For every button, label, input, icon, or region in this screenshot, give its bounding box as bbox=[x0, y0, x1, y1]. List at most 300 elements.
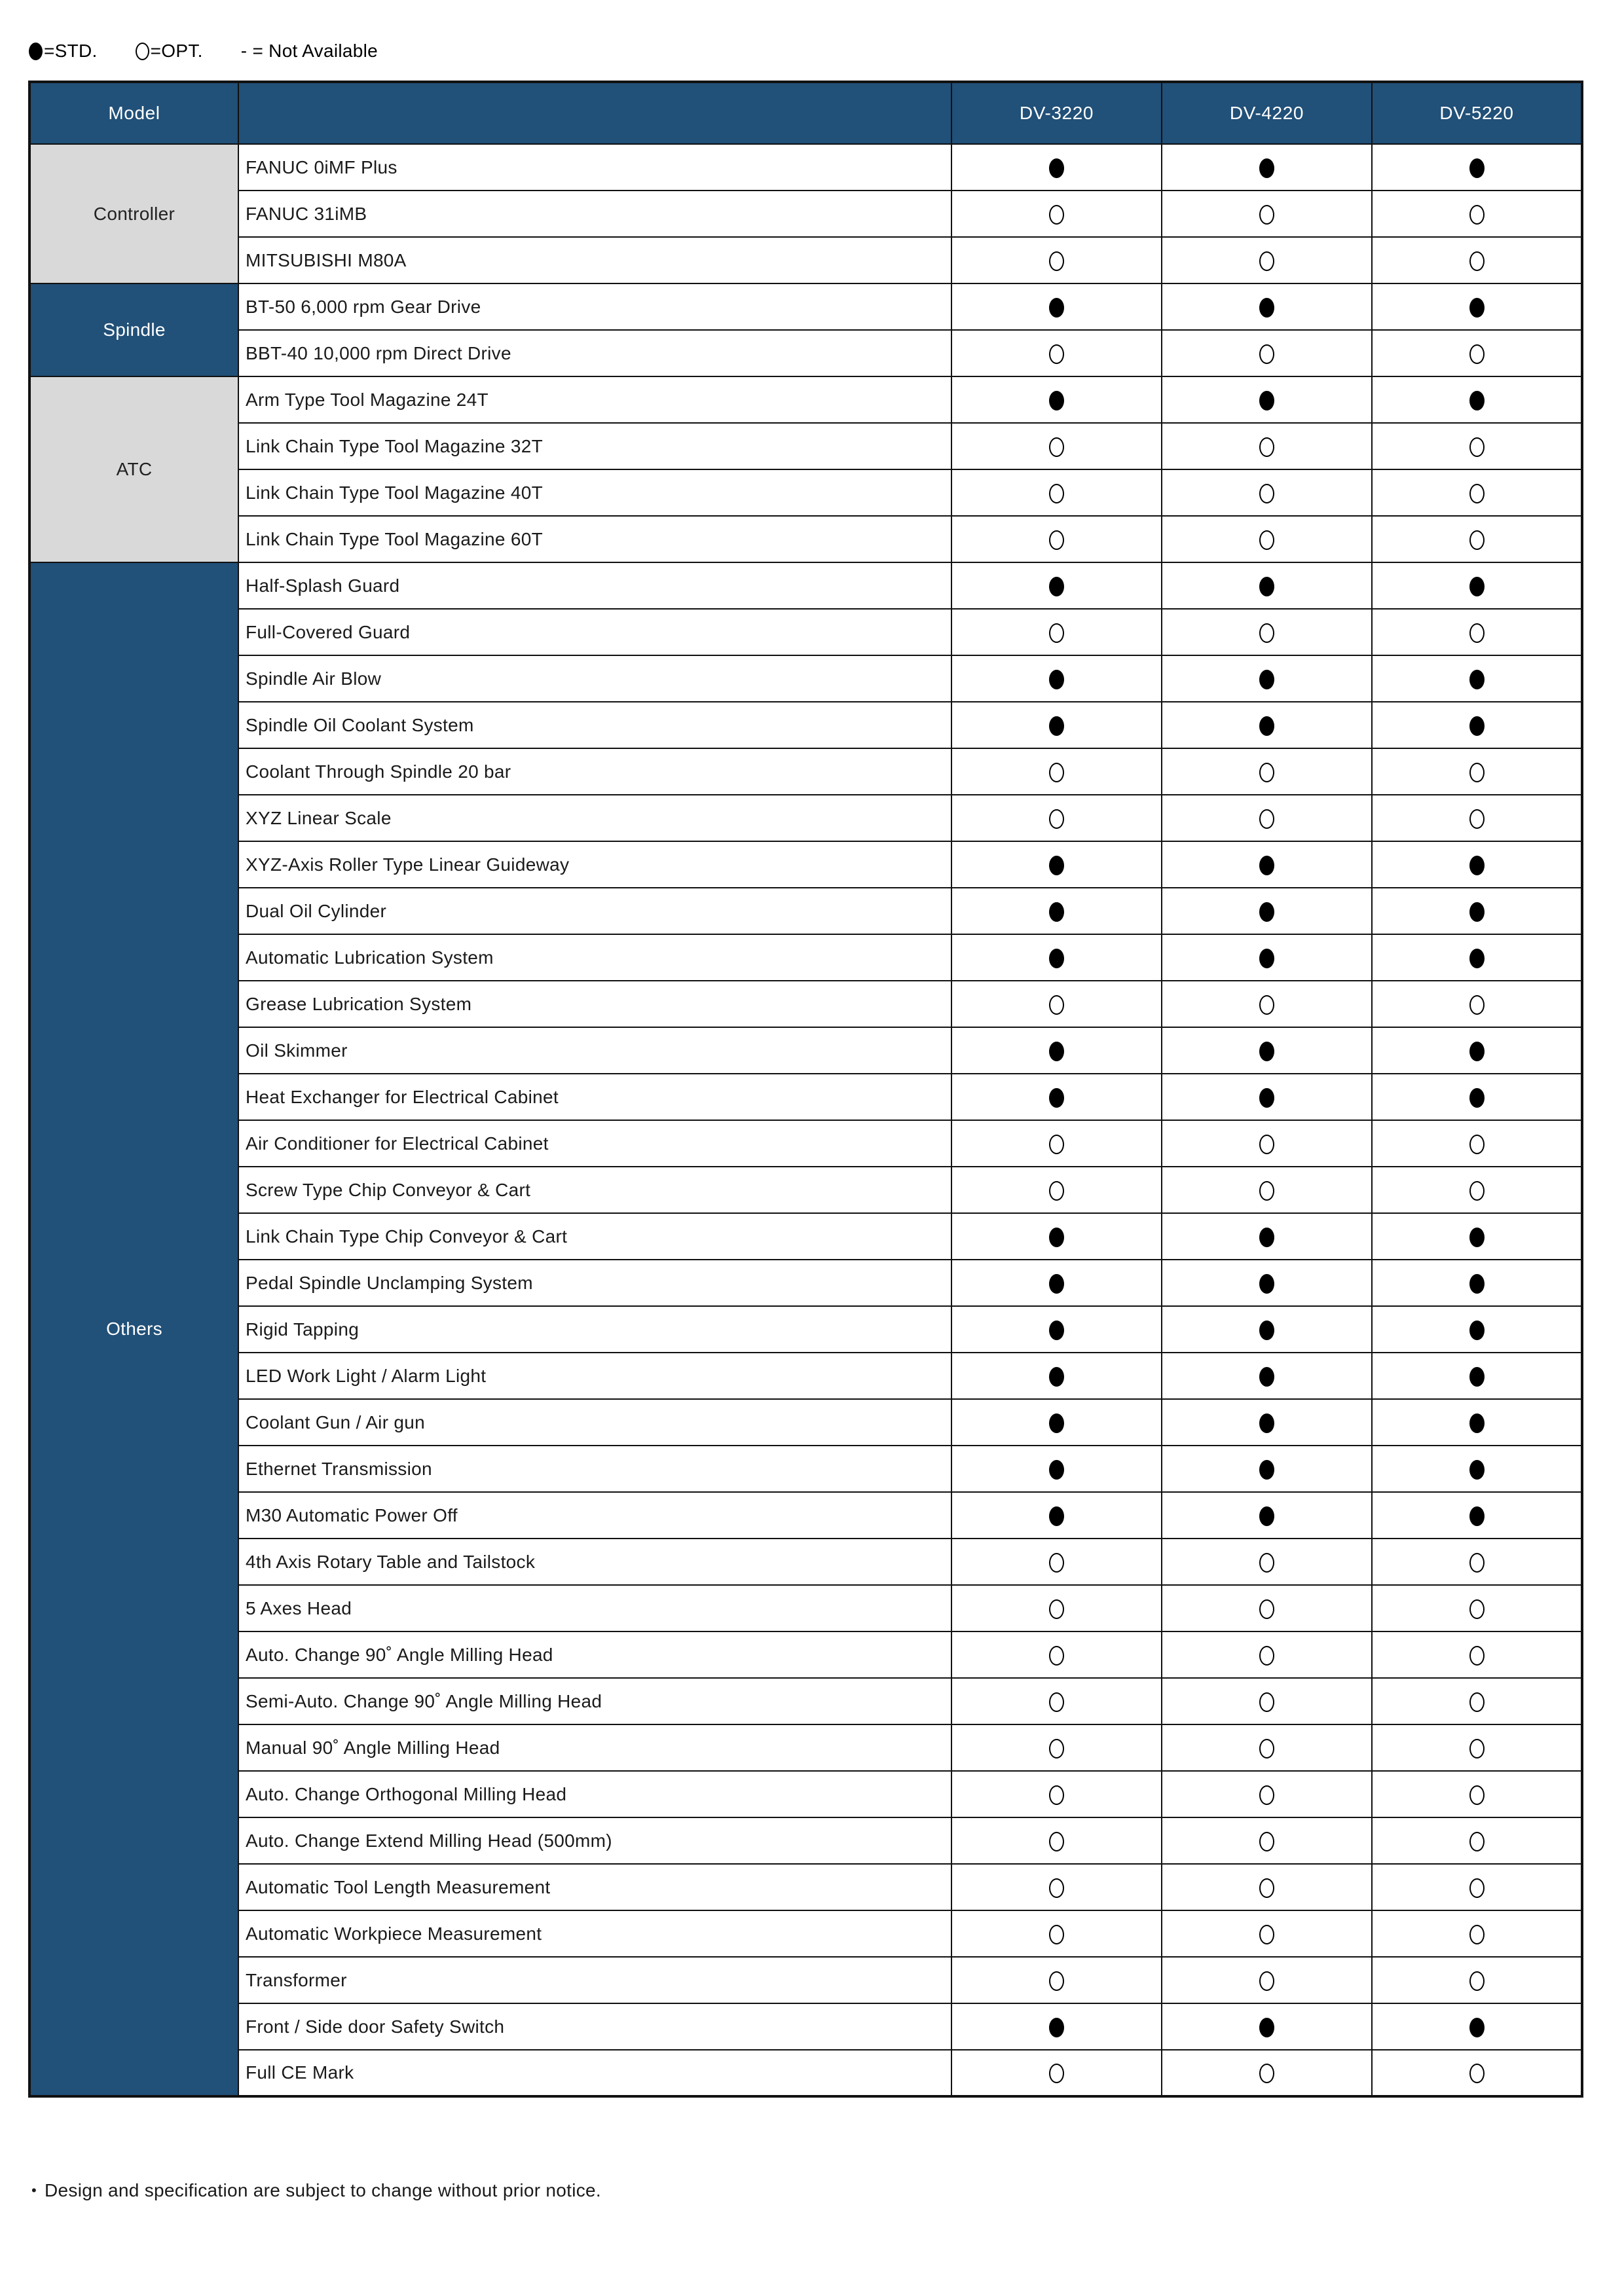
std-dot-icon bbox=[1259, 1413, 1274, 1433]
opt-circle-icon bbox=[1469, 344, 1485, 364]
std-dot-icon bbox=[1469, 1413, 1485, 1433]
opt-circle-icon bbox=[1049, 344, 1064, 364]
std-dot-icon bbox=[1259, 158, 1274, 178]
opt-circle-icon bbox=[1049, 1181, 1064, 1201]
std-dot-icon bbox=[1469, 949, 1485, 968]
feature-cell: Link Chain Type Chip Conveyor & Cart bbox=[238, 1213, 951, 1260]
value-cell bbox=[951, 748, 1162, 795]
value-cell bbox=[951, 376, 1162, 423]
table-row bbox=[29, 1910, 1582, 1957]
value-cell bbox=[1372, 1167, 1582, 1213]
std-dot-icon bbox=[1259, 1228, 1274, 1247]
opt-circle-icon bbox=[1469, 484, 1485, 503]
value-cell bbox=[1162, 562, 1372, 609]
value-cell bbox=[951, 1631, 1162, 1678]
std-dot-icon bbox=[1259, 670, 1274, 689]
legend-opt bbox=[136, 41, 203, 62]
table-row bbox=[29, 423, 1582, 469]
opt-circle-icon bbox=[1049, 437, 1064, 457]
value-cell bbox=[1372, 1446, 1582, 1492]
std-dot-icon bbox=[1049, 1228, 1064, 1247]
std-dot-icon bbox=[1049, 158, 1064, 178]
table-row bbox=[29, 1353, 1582, 1399]
opt-circle-icon bbox=[1049, 763, 1064, 782]
std-dot-icon bbox=[1049, 1413, 1064, 1433]
feature-cell: Grease Lubrication System bbox=[238, 981, 951, 1027]
feature-cell: Ethernet Transmission bbox=[238, 1446, 951, 1492]
value-cell bbox=[1162, 469, 1372, 516]
value-cell bbox=[951, 423, 1162, 469]
std-dot-icon bbox=[1259, 2018, 1274, 2037]
opt-circle-icon bbox=[1259, 205, 1274, 225]
feature-cell: Auto. Change 90˚ Angle Milling Head bbox=[238, 1631, 951, 1678]
value-cell bbox=[951, 1678, 1162, 1724]
value-cell bbox=[1162, 1957, 1372, 2003]
std-dot-icon bbox=[1469, 1321, 1485, 1340]
value-cell bbox=[951, 2050, 1162, 2096]
value-cell bbox=[1372, 516, 1582, 562]
value-cell bbox=[1162, 1724, 1372, 1771]
value-cell bbox=[1162, 702, 1372, 748]
value-cell bbox=[1372, 376, 1582, 423]
feature-cell: Coolant Through Spindle 20 bar bbox=[238, 748, 951, 795]
opt-circle-icon bbox=[1049, 1646, 1064, 1666]
value-cell bbox=[1162, 841, 1372, 888]
opt-circle-icon bbox=[1259, 623, 1274, 643]
value-cell bbox=[1372, 702, 1582, 748]
value-cell bbox=[1162, 1678, 1372, 1724]
spec-table-body bbox=[29, 144, 1582, 2096]
value-cell bbox=[1372, 1260, 1582, 1306]
std-dot-icon bbox=[1259, 577, 1274, 596]
opt-circle-icon bbox=[1259, 1692, 1274, 1712]
table-row bbox=[29, 1213, 1582, 1260]
opt-circle-icon bbox=[1259, 1925, 1274, 1944]
value-cell bbox=[1162, 1167, 1372, 1213]
std-dot-icon bbox=[1049, 391, 1064, 410]
value-cell bbox=[1162, 609, 1372, 655]
std-dot-icon bbox=[1049, 856, 1064, 875]
table-row bbox=[29, 1771, 1582, 1817]
opt-circle-icon bbox=[1049, 1135, 1064, 1154]
feature-header-spacer bbox=[238, 82, 951, 144]
value-cell bbox=[1372, 1771, 1582, 1817]
value-cell bbox=[1162, 888, 1372, 934]
table-row bbox=[29, 1260, 1582, 1306]
feature-cell: Screw Type Chip Conveyor & Cart bbox=[238, 1167, 951, 1213]
legend-not-available bbox=[241, 41, 378, 62]
feature-cell: Link Chain Type Tool Magazine 40T bbox=[238, 469, 951, 516]
category-cell-controller: Controller bbox=[29, 144, 238, 283]
std-dot-icon bbox=[1049, 1506, 1064, 1526]
feature-cell: M30 Automatic Power Off bbox=[238, 1492, 951, 1539]
opt-circle-icon bbox=[136, 43, 149, 60]
opt-circle-icon bbox=[1259, 1135, 1274, 1154]
category-cell-atc: ATC bbox=[29, 376, 238, 562]
std-dot-icon bbox=[1469, 1088, 1485, 1108]
value-cell bbox=[1162, 1353, 1372, 1399]
feature-cell: Manual 90˚ Angle Milling Head bbox=[238, 1724, 951, 1771]
std-dot-icon bbox=[29, 43, 43, 60]
value-cell bbox=[1162, 191, 1372, 237]
opt-circle-icon bbox=[1469, 1971, 1485, 1991]
value-cell bbox=[1372, 655, 1582, 702]
feature-cell: Automatic Workpiece Measurement bbox=[238, 1910, 951, 1957]
table-row bbox=[29, 283, 1582, 330]
opt-circle-icon bbox=[1259, 1785, 1274, 1805]
table-row bbox=[29, 748, 1582, 795]
table-row bbox=[29, 516, 1582, 562]
opt-circle-icon bbox=[1469, 809, 1485, 829]
feature-cell: Auto. Change Extend Milling Head (500mm) bbox=[238, 1817, 951, 1864]
std-dot-icon bbox=[1259, 1042, 1274, 1061]
std-dot-icon bbox=[1259, 902, 1274, 922]
table-row bbox=[29, 1446, 1582, 1492]
model-header-cell: Model bbox=[29, 82, 238, 144]
std-dot-icon bbox=[1049, 902, 1064, 922]
value-cell bbox=[1162, 1260, 1372, 1306]
opt-circle-icon bbox=[1259, 1878, 1274, 1898]
std-dot-icon bbox=[1049, 577, 1064, 596]
opt-circle-icon bbox=[1259, 1646, 1274, 1666]
opt-circle-icon bbox=[1469, 763, 1485, 782]
std-dot-icon bbox=[1049, 1274, 1064, 1294]
opt-circle-icon bbox=[1049, 1553, 1064, 1573]
footer-note-text: Design and specification are subject to change without prior notice. bbox=[45, 2180, 602, 2200]
opt-circle-icon bbox=[1259, 1739, 1274, 1758]
feature-cell: Auto. Change Orthogonal Milling Head bbox=[238, 1771, 951, 1817]
table-row bbox=[29, 795, 1582, 841]
value-cell bbox=[1162, 1539, 1372, 1585]
spec-table-header bbox=[29, 82, 1582, 144]
std-dot-icon bbox=[1259, 298, 1274, 318]
opt-circle-icon bbox=[1259, 1599, 1274, 1619]
value-cell bbox=[1162, 1120, 1372, 1167]
std-dot-icon bbox=[1049, 298, 1064, 318]
table-row bbox=[29, 1817, 1582, 1864]
feature-cell: XYZ Linear Scale bbox=[238, 795, 951, 841]
opt-circle-icon bbox=[1049, 251, 1064, 271]
opt-circle-icon bbox=[1469, 1135, 1485, 1154]
value-cell bbox=[1372, 1678, 1582, 1724]
value-cell bbox=[951, 609, 1162, 655]
feature-cell: BT-50 6,000 rpm Gear Drive bbox=[238, 283, 951, 330]
opt-circle-icon bbox=[1469, 995, 1485, 1015]
opt-circle-icon bbox=[1469, 1785, 1485, 1805]
value-cell bbox=[1162, 981, 1372, 1027]
opt-circle-icon bbox=[1259, 1971, 1274, 1991]
value-cell bbox=[1162, 655, 1372, 702]
value-cell bbox=[951, 981, 1162, 1027]
table-row bbox=[29, 1074, 1582, 1120]
std-dot-icon bbox=[1469, 1274, 1485, 1294]
value-cell bbox=[1162, 376, 1372, 423]
table-row bbox=[29, 191, 1582, 237]
value-cell bbox=[951, 702, 1162, 748]
std-dot-icon bbox=[1469, 577, 1485, 596]
opt-circle-icon bbox=[1469, 1646, 1485, 1666]
opt-circle-icon bbox=[1469, 530, 1485, 550]
value-cell bbox=[1372, 981, 1582, 1027]
value-cell bbox=[1162, 237, 1372, 283]
value-cell bbox=[951, 1027, 1162, 1074]
std-dot-icon bbox=[1049, 1460, 1064, 1480]
value-cell bbox=[1162, 423, 1372, 469]
opt-circle-icon bbox=[1049, 1971, 1064, 1991]
value-cell bbox=[951, 1724, 1162, 1771]
feature-cell: MITSUBISHI M80A bbox=[238, 237, 951, 283]
value-cell bbox=[1372, 283, 1582, 330]
opt-circle-icon bbox=[1259, 1553, 1274, 1573]
feature-cell: Half-Splash Guard bbox=[238, 562, 951, 609]
value-cell bbox=[1162, 1399, 1372, 1446]
opt-circle-icon bbox=[1469, 1739, 1485, 1758]
opt-circle-icon bbox=[1049, 1832, 1064, 1851]
value-cell bbox=[951, 1167, 1162, 1213]
legend-std-label: =STD. bbox=[44, 41, 98, 61]
table-row bbox=[29, 376, 1582, 423]
value-cell bbox=[951, 191, 1162, 237]
value-cell bbox=[1372, 1539, 1582, 1585]
feature-cell: Air Conditioner for Electrical Cabinet bbox=[238, 1120, 951, 1167]
value-cell bbox=[1372, 1864, 1582, 1910]
opt-circle-icon bbox=[1049, 530, 1064, 550]
feature-cell: Transformer bbox=[238, 1957, 951, 2003]
value-cell bbox=[951, 330, 1162, 376]
std-dot-icon bbox=[1259, 1321, 1274, 1340]
feature-cell: Oil Skimmer bbox=[238, 1027, 951, 1074]
std-dot-icon bbox=[1469, 1228, 1485, 1247]
value-cell bbox=[1162, 1817, 1372, 1864]
table-row bbox=[29, 888, 1582, 934]
std-dot-icon bbox=[1469, 1367, 1485, 1387]
value-cell bbox=[1372, 330, 1582, 376]
value-cell bbox=[951, 469, 1162, 516]
value-cell bbox=[1162, 283, 1372, 330]
value-cell bbox=[1372, 469, 1582, 516]
table-row bbox=[29, 144, 1582, 191]
value-cell bbox=[951, 1864, 1162, 1910]
value-cell bbox=[951, 1213, 1162, 1260]
value-cell bbox=[1162, 1027, 1372, 1074]
value-cell bbox=[951, 2003, 1162, 2050]
value-cell bbox=[951, 655, 1162, 702]
feature-cell: XYZ-Axis Roller Type Linear Guideway bbox=[238, 841, 951, 888]
spec-table bbox=[28, 81, 1583, 2098]
opt-circle-icon bbox=[1049, 1599, 1064, 1619]
feature-cell: Link Chain Type Tool Magazine 60T bbox=[238, 516, 951, 562]
model-column-dv4220: DV-4220 bbox=[1162, 82, 1372, 144]
std-dot-icon bbox=[1259, 1274, 1274, 1294]
std-dot-icon bbox=[1259, 1088, 1274, 1108]
value-cell bbox=[951, 283, 1162, 330]
footer-note bbox=[31, 2180, 601, 2201]
feature-cell: Automatic Lubrication System bbox=[238, 934, 951, 981]
table-row bbox=[29, 562, 1582, 609]
opt-circle-icon bbox=[1259, 1832, 1274, 1851]
feature-cell: Heat Exchanger for Electrical Cabinet bbox=[238, 1074, 951, 1120]
value-cell bbox=[951, 516, 1162, 562]
value-cell bbox=[1372, 237, 1582, 283]
feature-cell: Spindle Oil Coolant System bbox=[238, 702, 951, 748]
opt-circle-icon bbox=[1049, 484, 1064, 503]
feature-cell: Full CE Mark bbox=[238, 2050, 951, 2096]
opt-circle-icon bbox=[1259, 344, 1274, 364]
value-cell bbox=[1372, 1631, 1582, 1678]
feature-cell: Coolant Gun / Air gun bbox=[238, 1399, 951, 1446]
std-dot-icon bbox=[1049, 1367, 1064, 1387]
opt-circle-icon bbox=[1469, 1692, 1485, 1712]
value-cell bbox=[1372, 795, 1582, 841]
value-cell bbox=[1162, 2050, 1372, 2096]
value-cell bbox=[951, 1446, 1162, 1492]
value-cell bbox=[1372, 1213, 1582, 1260]
std-dot-icon bbox=[1469, 1460, 1485, 1480]
std-dot-icon bbox=[1049, 1042, 1064, 1061]
opt-circle-icon bbox=[1469, 1181, 1485, 1201]
std-dot-icon bbox=[1049, 1321, 1064, 1340]
opt-circle-icon bbox=[1049, 2064, 1064, 2083]
opt-circle-icon bbox=[1259, 251, 1274, 271]
table-row bbox=[29, 1678, 1582, 1724]
table-row bbox=[29, 237, 1582, 283]
table-row bbox=[29, 934, 1582, 981]
std-dot-icon bbox=[1049, 1088, 1064, 1108]
std-dot-icon bbox=[1469, 902, 1485, 922]
opt-circle-icon bbox=[1049, 809, 1064, 829]
model-column-dv5220: DV-5220 bbox=[1372, 82, 1582, 144]
value-cell bbox=[1372, 1120, 1582, 1167]
value-cell bbox=[1162, 1771, 1372, 1817]
category-cell-others: Others bbox=[29, 562, 238, 2096]
feature-cell: LED Work Light / Alarm Light bbox=[238, 1353, 951, 1399]
feature-cell: FANUC 31iMB bbox=[238, 191, 951, 237]
table-row bbox=[29, 1120, 1582, 1167]
value-cell bbox=[1372, 562, 1582, 609]
std-dot-icon bbox=[1469, 670, 1485, 689]
value-cell bbox=[1372, 1074, 1582, 1120]
feature-cell: Semi-Auto. Change 90˚ Angle Milling Head bbox=[238, 1678, 951, 1724]
value-cell bbox=[951, 795, 1162, 841]
value-cell bbox=[1372, 1957, 1582, 2003]
table-row bbox=[29, 330, 1582, 376]
opt-circle-icon bbox=[1469, 1599, 1485, 1619]
value-cell bbox=[951, 1260, 1162, 1306]
value-cell bbox=[1372, 191, 1582, 237]
value-cell bbox=[1372, 934, 1582, 981]
opt-circle-icon bbox=[1049, 623, 1064, 643]
table-row bbox=[29, 841, 1582, 888]
table-row bbox=[29, 1306, 1582, 1353]
opt-circle-icon bbox=[1049, 1878, 1064, 1898]
std-dot-icon bbox=[1469, 2018, 1485, 2037]
table-row bbox=[29, 609, 1582, 655]
feature-cell: Automatic Tool Length Measurement bbox=[238, 1864, 951, 1910]
opt-circle-icon bbox=[1259, 1181, 1274, 1201]
table-row bbox=[29, 655, 1582, 702]
opt-circle-icon bbox=[1469, 1878, 1485, 1898]
value-cell bbox=[1162, 1910, 1372, 1957]
feature-cell: Full-Covered Guard bbox=[238, 609, 951, 655]
value-cell bbox=[1162, 1585, 1372, 1631]
opt-circle-icon bbox=[1049, 205, 1064, 225]
value-cell bbox=[951, 237, 1162, 283]
value-cell bbox=[1162, 1306, 1372, 1353]
value-cell bbox=[1372, 748, 1582, 795]
value-cell bbox=[1372, 888, 1582, 934]
value-cell bbox=[1372, 1585, 1582, 1631]
std-dot-icon bbox=[1049, 670, 1064, 689]
std-dot-icon bbox=[1469, 298, 1485, 318]
table-row bbox=[29, 469, 1582, 516]
opt-circle-icon bbox=[1469, 2064, 1485, 2083]
value-cell bbox=[1162, 1074, 1372, 1120]
value-cell bbox=[1372, 1027, 1582, 1074]
value-cell bbox=[1372, 609, 1582, 655]
value-cell bbox=[1372, 1306, 1582, 1353]
value-cell bbox=[1372, 1724, 1582, 1771]
value-cell bbox=[951, 1492, 1162, 1539]
value-cell bbox=[1162, 795, 1372, 841]
feature-cell: FANUC 0iMF Plus bbox=[238, 144, 951, 191]
value-cell bbox=[1372, 2050, 1582, 2096]
table-row bbox=[29, 1724, 1582, 1771]
table-row bbox=[29, 1957, 1582, 2003]
value-cell bbox=[951, 1074, 1162, 1120]
feature-cell: BBT-40 10,000 rpm Direct Drive bbox=[238, 330, 951, 376]
feature-cell: Rigid Tapping bbox=[238, 1306, 951, 1353]
value-cell bbox=[951, 1399, 1162, 1446]
value-cell bbox=[1162, 1631, 1372, 1678]
opt-circle-icon bbox=[1049, 995, 1064, 1015]
std-dot-icon bbox=[1469, 158, 1485, 178]
table-row bbox=[29, 2003, 1582, 2050]
opt-circle-icon bbox=[1049, 1785, 1064, 1805]
value-cell bbox=[951, 1306, 1162, 1353]
legend-na-label: - = Not Available bbox=[240, 41, 378, 61]
value-cell bbox=[1372, 1492, 1582, 1539]
std-dot-icon bbox=[1469, 1042, 1485, 1061]
value-cell bbox=[1162, 516, 1372, 562]
value-cell bbox=[951, 144, 1162, 191]
value-cell bbox=[951, 1771, 1162, 1817]
category-cell-spindle: Spindle bbox=[29, 283, 238, 376]
table-row bbox=[29, 1539, 1582, 1585]
feature-cell: 5 Axes Head bbox=[238, 1585, 951, 1631]
value-cell bbox=[1372, 1910, 1582, 1957]
legend-opt-label: =OPT. bbox=[150, 41, 203, 61]
value-cell bbox=[951, 934, 1162, 981]
std-dot-icon bbox=[1469, 1506, 1485, 1526]
opt-circle-icon bbox=[1049, 1925, 1064, 1944]
value-cell bbox=[1372, 423, 1582, 469]
header-row bbox=[29, 82, 1582, 144]
value-cell bbox=[1372, 2003, 1582, 2050]
value-cell bbox=[1162, 748, 1372, 795]
table-row bbox=[29, 1399, 1582, 1446]
std-dot-icon bbox=[1469, 716, 1485, 736]
value-cell bbox=[1162, 330, 1372, 376]
opt-circle-icon bbox=[1469, 1832, 1485, 1851]
std-dot-icon bbox=[1259, 391, 1274, 410]
std-dot-icon bbox=[1259, 949, 1274, 968]
std-dot-icon bbox=[1259, 856, 1274, 875]
feature-cell: Spindle Air Blow bbox=[238, 655, 951, 702]
std-dot-icon bbox=[1259, 1506, 1274, 1526]
value-cell bbox=[1162, 1446, 1372, 1492]
value-cell bbox=[1162, 1213, 1372, 1260]
value-cell bbox=[1162, 144, 1372, 191]
